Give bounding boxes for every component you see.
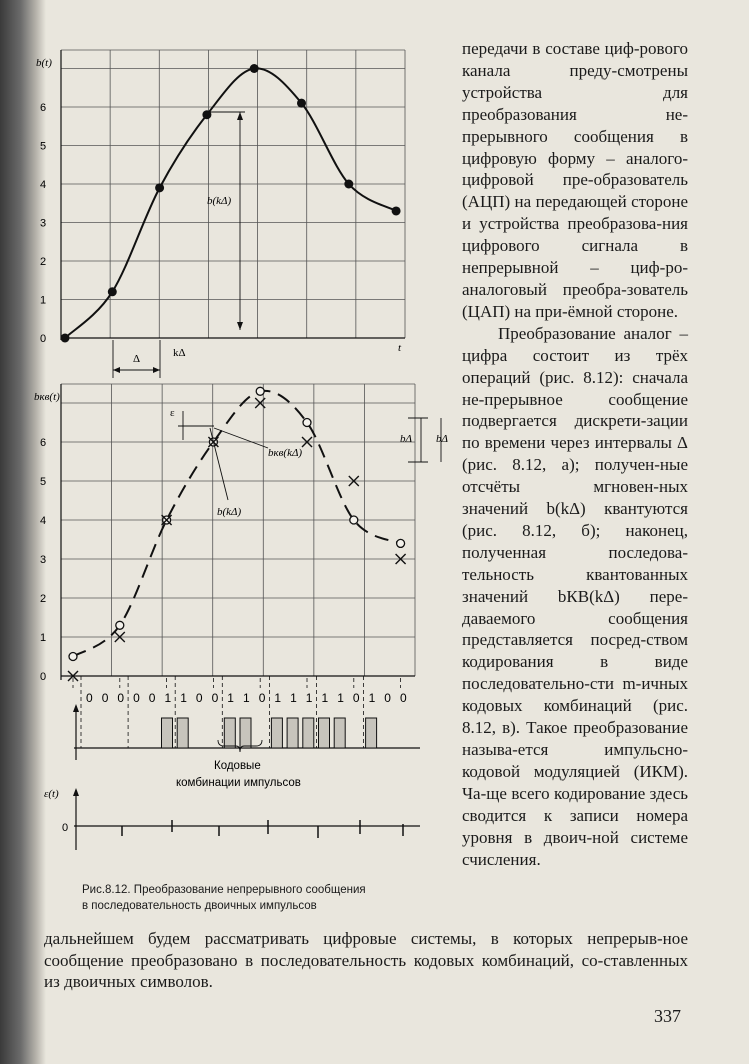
y-tick-zero-d: 0 bbox=[62, 822, 69, 834]
code-bit: 1 bbox=[337, 691, 344, 705]
sample-point bbox=[61, 334, 70, 343]
y-tick-label: 1 bbox=[40, 294, 47, 307]
code-bit: 0 bbox=[400, 691, 407, 705]
sample-circle bbox=[69, 653, 77, 661]
quantized-crosses-b bbox=[68, 398, 406, 681]
y-tick-label: 3 bbox=[40, 217, 47, 230]
pulse bbox=[271, 718, 282, 748]
code-bit: 0 bbox=[195, 691, 203, 705]
y-tick-label: 0 bbox=[40, 333, 47, 345]
paragraph-1: передачи в составе циф-рового канала преду-смотрены устройства для преобразования не-прерывного сообщения в цифровую форму – аналого-цифровой пре-образователь (АЦП) на передающей стороне и устройства преобразова-ния цифрового сигнала в непрерывной – циф-ро-аналоговый преобра-зователь (ЦАП) на при-ёмной стороне. bbox=[462, 39, 688, 321]
code-label-line2: комбинации импульсов bbox=[176, 777, 301, 789]
y-tick-labels-a bbox=[40, 102, 46, 345]
pulse bbox=[177, 718, 188, 748]
sample-circle bbox=[116, 621, 124, 629]
pulse bbox=[366, 718, 377, 748]
code-label-line1: Кодовые bbox=[214, 760, 261, 772]
y-tick-label: 5 bbox=[40, 476, 47, 488]
label-bkv-kdelta: bкв(kΔ) bbox=[268, 447, 303, 459]
sample-point bbox=[392, 206, 401, 215]
code-bit: 1 bbox=[290, 691, 297, 705]
code-bit-labels bbox=[86, 691, 407, 705]
y-tick-label: 1 bbox=[40, 632, 47, 644]
y-tick-label: 4 bbox=[40, 515, 47, 527]
sample-circle bbox=[397, 539, 405, 547]
pulse bbox=[287, 718, 298, 748]
label-delta: Δ bbox=[133, 353, 141, 365]
y-axis-label-b: bкв(t) bbox=[34, 391, 60, 403]
sample-point bbox=[344, 180, 353, 189]
sample-point bbox=[155, 183, 164, 192]
pulse bbox=[334, 718, 345, 748]
sample-point bbox=[250, 64, 259, 73]
code-bit: 1 bbox=[305, 691, 313, 705]
code-bit: 1 bbox=[321, 691, 329, 705]
panel-d bbox=[44, 788, 420, 850]
y-tick-label: 2 bbox=[40, 593, 47, 605]
code-bit: 0 bbox=[133, 691, 140, 705]
y-axis-label-a: b(t) bbox=[36, 57, 52, 69]
pulse bbox=[224, 718, 235, 748]
y-tick-label: 5 bbox=[40, 140, 47, 153]
code-bit: 0 bbox=[352, 691, 360, 705]
code-bit: 0 bbox=[86, 691, 93, 705]
page-number: 337 bbox=[654, 1006, 681, 1026]
pulse bbox=[303, 718, 314, 748]
caption-line-2: в последовательность двоичных импульсов bbox=[82, 900, 317, 912]
code-bit: 0 bbox=[117, 691, 125, 705]
pulse bbox=[319, 718, 330, 748]
label-b-kdelta-a: b(kΔ) bbox=[207, 195, 232, 207]
sample-circle bbox=[303, 419, 311, 427]
y-tick-label: 4 bbox=[40, 179, 47, 191]
sample-dashed-lines bbox=[73, 676, 401, 748]
panel-a bbox=[36, 50, 405, 378]
code-bit: 1 bbox=[368, 691, 376, 705]
code-bit: 0 bbox=[148, 691, 156, 705]
sample-circles-b bbox=[69, 387, 405, 660]
code-bit: 1 bbox=[274, 691, 282, 705]
sample-circle bbox=[256, 387, 264, 395]
sample-point bbox=[202, 110, 211, 119]
y-tick-labels-b bbox=[40, 437, 46, 683]
y-tick-label: 3 bbox=[40, 554, 47, 566]
y-tick-label: 6 bbox=[40, 102, 47, 114]
code-bit: 0 bbox=[101, 691, 109, 705]
pulse bbox=[240, 718, 251, 748]
label-eps: ε bbox=[170, 407, 175, 419]
label-b-kdelta-b: b(kΔ) bbox=[217, 506, 242, 518]
code-bit: 1 bbox=[164, 691, 172, 705]
label-b-delta-right: bΔ bbox=[436, 433, 448, 445]
y-tick-label: 0 bbox=[40, 671, 47, 683]
bottom-paragraph: дальнейшем будем рассматривать цифровые системы, в которых непрерыв-ное сообщение преобразовано в последовательность кодовых комбинаций, со-ставленных из двоичных символов. bbox=[44, 929, 688, 991]
code-bit: 0 bbox=[258, 691, 266, 705]
panel-c bbox=[73, 676, 420, 789]
code-bit: 0 bbox=[384, 691, 391, 705]
right-text-column bbox=[462, 38, 688, 870]
y-tick-label: 6 bbox=[40, 437, 47, 449]
code-bit: 1 bbox=[243, 691, 250, 705]
label-k-delta: kΔ bbox=[173, 347, 186, 359]
code-bit: 0 bbox=[211, 691, 219, 705]
label-b-delta: bΔ bbox=[400, 433, 412, 445]
sample-point bbox=[108, 287, 117, 296]
x-axis-label-a: t bbox=[398, 342, 402, 354]
panel-b bbox=[34, 384, 448, 683]
code-bit: 1 bbox=[227, 691, 234, 705]
code-bit: 1 bbox=[180, 691, 187, 705]
caption-line-1: Рис.8.12. Преобразование непрерывного сообщения bbox=[82, 884, 366, 896]
y-axis-label-d: ε(t) bbox=[44, 788, 59, 800]
sample-point bbox=[297, 99, 306, 108]
pulse bbox=[162, 718, 173, 748]
y-tick-label: 2 bbox=[40, 256, 47, 268]
sample-circle bbox=[350, 516, 358, 524]
paragraph-2: Преобразование аналог – цифра состоит из трёх операций (рис. 8.12): сначала не-прерывное сообщение подвергается дискрети-зации по времени через интервалы Δ (рис. 8.12, а); получен-ные отсчёты мгновен-ных значений b(kΔ) квантуются (рис. 8.12, б); наконец, полученная последова-тельность квантованных значений bКВ(kΔ) пере-даваемого сообщения представляется посред-ством кодирования в виде последовательно-сти m-ичных кодовых комбинаций (рис. 8.12, в). Такое преобразование называ-ется импульсно-кодовой модуляцией (ИКМ). Ча-ще всего кодирование здесь сводится к записи номера уровня в двоич-ной системе счисления. bbox=[462, 323, 688, 869]
figure-caption bbox=[82, 882, 412, 914]
